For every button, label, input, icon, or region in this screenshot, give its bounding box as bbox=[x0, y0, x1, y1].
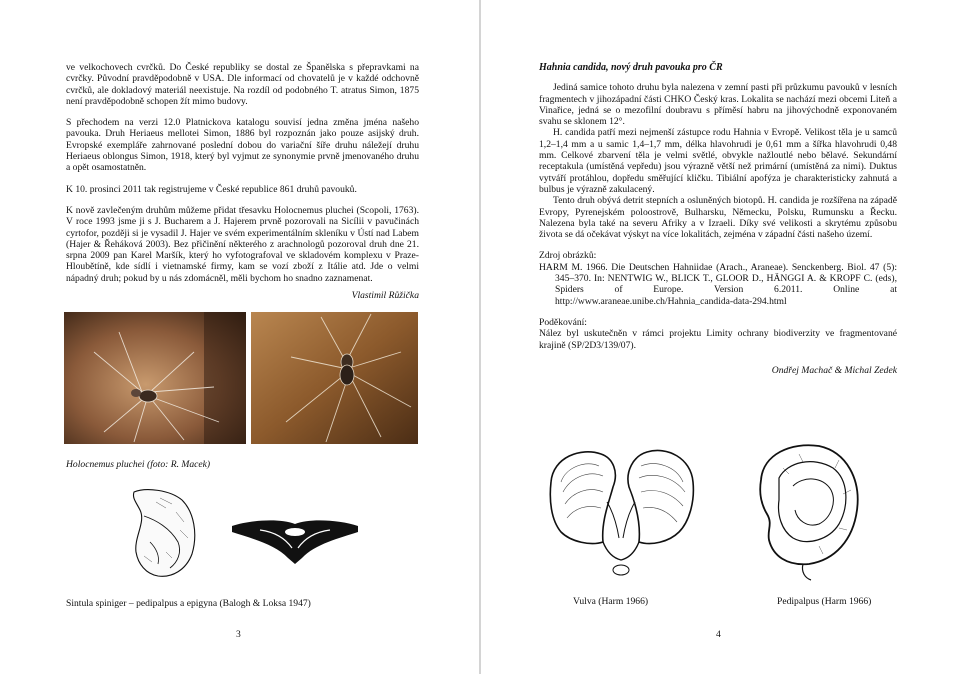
left-text-block bbox=[66, 62, 419, 284]
right-paragraph-2: H. candida patří mezi nejmenší zástupce rodu Hahnia v Evropě. Velikost těla je u samců 1,2–1,4 mm a u samic 1,4–1,7 mm, délka hlavohrudi je 0,61 mm a šířka hlavohrudi 0,48 mm. Celkové zbarvení těla je velmi světlé, obvykle nažloutlé nebo bělavé. Sekundární receptakula (umístěná vepředu) jsou výrazně větší než primární (umístěná za nimi). Duktus vytváří protáhlou, dopředu směřující kličku. Tibiální apofýza je charakteristicky zahnutá a bulbus je výrazně zakulacený. bbox=[539, 127, 897, 195]
right-paragraph-3: Tento druh obývá detrit stepních a osluněných biotopů. H. candida je rozšířena na západě Evropy, Pyrenejském poloostrově, Bulharsku, Německu, Polsku, Rumunsku a Řecku. Nalezena byla také na severu Afriky a v Izraeli. Díky své velikosti a skrytému způsobu života se dá očekávat výskyt na více lokalitách, zejména v západní části našeho území. bbox=[539, 195, 897, 241]
left-paragraph-3: K 10. prosinci 2011 tak registrujeme v České republice 861 druhů pavouků. bbox=[66, 183, 357, 195]
pedipalpus-drawing bbox=[126, 482, 206, 582]
spider-photo-1 bbox=[64, 312, 246, 444]
right-page bbox=[481, 0, 960, 674]
pedipalpus-harm-drawing bbox=[743, 440, 863, 582]
right-text-block bbox=[539, 62, 897, 351]
acknowledgement-text: Nález byl uskutečněn v rámci projektu Limity ochrany biodiverzity ve fragmentované krajině (SP/2D3/139/07). bbox=[539, 328, 897, 351]
epigyne-drawing bbox=[230, 518, 360, 568]
reference-harm-1966: HARM M. 1966. Die Deutschen Hahniidae (Arach., Araneae). Senckenberg. Biol. 47 (5): 345–370. In: NENTWIG W., BLICK T., GLOOR D., HÄNGGI A. & KROPF C. (eds), Spiders of Europe. Version 6.2011. Online at http://www.araneae.unibe.ch/Hahnia_candida-data-294.html bbox=[539, 261, 897, 307]
drawing-caption: Sintula spiniger – pedipalpus a epigyna (Balogh & Loksa 1947) bbox=[66, 598, 311, 609]
pedipalpus-caption: Pedipalpus (Harm 1966) bbox=[777, 596, 872, 607]
spider-photo-2 bbox=[251, 312, 418, 444]
vulva-drawing bbox=[541, 442, 701, 582]
acknowledgement-heading: Poděkování: bbox=[539, 316, 587, 328]
right-signature: Ondřej Machač & Michal Zedek bbox=[771, 365, 897, 376]
left-page bbox=[0, 0, 479, 674]
photo-caption: Holocnemus pluchei (foto: R. Macek) bbox=[66, 459, 211, 470]
left-paragraph-1: ve velkochovech cvrčků. Do České republiky se dostal ze Španělska s přepravkami na cvrčky. Původní pravděpodobně v USA. Dle informací od chovatelů je v každé odchovně cvrčků, ale dokladový materiál neexistuje. Na rozdíl od podobného T. atratus Simon, 1875 není pravděpodobně schopen žít mimo budovy. bbox=[66, 62, 419, 107]
article-title: Hahnia candida, nový druh pavouka pro ČR bbox=[539, 62, 723, 73]
left-page-number: 3 bbox=[236, 629, 241, 640]
left-signature: Vlastimil Růžička bbox=[351, 290, 419, 301]
sources-heading: Zdroj obrázků: bbox=[539, 250, 597, 262]
right-paragraph-1: Jediná samice tohoto druhu byla nalezena v zemní pasti při průzkumu pavouků v lesních fragmentech v jihozápadní části CHKO Český kras. Lokalita se nachází mezi obcemi Liteň a Vinařice, jedná se o mezofilní doubravu s příměsí habru na jihovýchodně exponovaném svahu se sklonem 12°. bbox=[539, 82, 897, 128]
left-paragraph-2: S přechodem na verzi 12.0 Platnickova katalogu souvisí jedna změna jména našeho pavouka. Druh Heriaeus mellotei Simon, 1886 byl rozpoznán jako pouze asijský druh. Evropské exempláře zahrnované poslední dobou do variační šíře druhu náležejí druhu Heriaeus oblongus Simon, 1918, který byl vyjmut ze synonymie prvně jmenovaného druhu a opět osamostatněn. bbox=[66, 117, 419, 174]
vulva-caption: Vulva (Harm 1966) bbox=[573, 596, 649, 607]
left-paragraph-4: K nově zavlečeným druhům můžeme přidat třesavku Holocnemus pluchei (Scopoli, 1763). V roce 1993 jsme ji s J. Bucharem a J. Hajerem prvně pozorovali na Sicílii v pavučinách cyrtofor, později si je vysadil J. Hajer ve svém experimentálním skleníku v Ústí nad Labem (Hajer & Řeháková 2003). Bez přičinění některého z arachnologů pozoroval druh dne 21. srpna 2009 pan Karel Maršík, který ho vyfotografoval ve skladovém komplexu v Praze-Hloubětíně, kde sídlí i vietnamské firmy, kam se vozí zboží z Itálie atd. Jde o velmi nápadný druh; pokud by u nás zdomácněl, měli bychom ho snadno zaznamenat. bbox=[66, 204, 419, 284]
right-page-number: 4 bbox=[716, 629, 721, 640]
